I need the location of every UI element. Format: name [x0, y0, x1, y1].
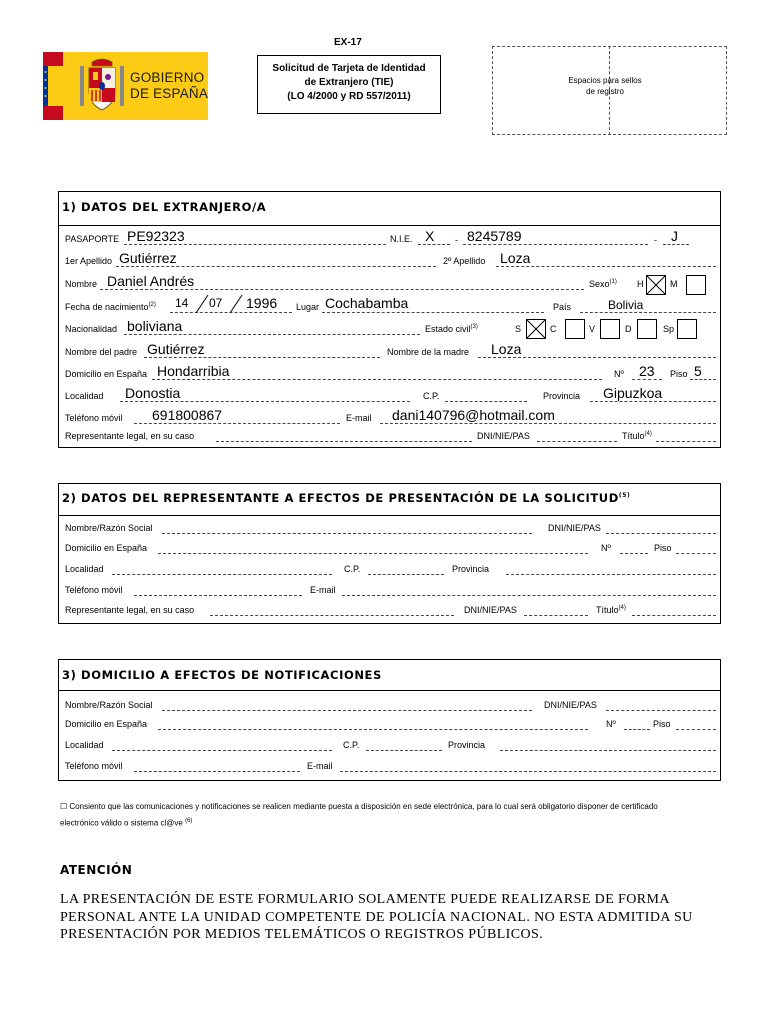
form-title-line1: Solicitud de Tarjeta de Identidad [272, 63, 426, 74]
surname1-line [116, 266, 436, 267]
nie-control-value[interactable]: J [671, 228, 678, 244]
mother-value[interactable]: Loza [491, 341, 522, 357]
form-title-box [257, 55, 441, 114]
rep-postal-code-label: C.P. [344, 564, 361, 574]
notif-number-line [624, 729, 650, 730]
rep-legal-title-line [632, 615, 716, 616]
rep-legal-title-text: Título [596, 605, 619, 615]
consent-line1 [60, 800, 710, 814]
rep-address-label: Domicilio en España [65, 543, 148, 553]
rep-legal-title-note: (4) [618, 605, 626, 611]
notif-floor-label: Piso [653, 719, 671, 729]
surname2-label: 2º Apellido [443, 256, 486, 266]
rep-phone-line [134, 595, 302, 596]
surname2-value[interactable]: Loza [500, 250, 531, 266]
father-value[interactable]: Gutiérrez [147, 341, 205, 357]
date-separator-1 [195, 294, 209, 314]
consent-line2 [60, 814, 710, 831]
postal-code-label: C.P. [423, 391, 440, 401]
spain-flag-icon [43, 52, 63, 120]
notif-city-line [112, 750, 332, 751]
country-value[interactable]: Bolivia [608, 298, 644, 312]
presentation-warning: LA PRESENTACIÓN DE ESTE FORMULARIO SOLAMENTE PUEDE REALIZARSE DE FORMA PERSONAL ANTE LA UNIDAD COMPETENTE DE POLICÍA NACIONAL. NO ESTA ADMITIDA SU PRESENTACIÓN POR MEDIOS TELEMÁTICOS O REGISTROS PÚBLICOS. [60, 892, 693, 942]
father-label: Nombre del padre [65, 347, 138, 357]
nie-control-line [663, 244, 689, 245]
form-title-line2: de Extranjero (TIE) [304, 77, 394, 88]
birthplace-label: Lugar [296, 302, 320, 312]
nationality-value[interactable]: boliviana [127, 318, 183, 334]
passport-line [124, 244, 386, 245]
section2-title-text: 2) DATOS DEL REPRESENTANTE A EFECTOS DE PRESENTACIÓN DE LA SOLICITUD [62, 491, 619, 505]
notif-dni-label: DNI/NIE/PAS [544, 700, 597, 710]
rep-dni-label: DNI/NIE/PAS [548, 523, 601, 533]
phone-label: Teléfono móvil [65, 413, 123, 423]
province-label: Provincia [543, 391, 581, 401]
section1-title: 1) DATOS DEL EXTRANJERO/A [62, 200, 267, 214]
legal-rep-line [216, 441, 472, 442]
government-name-line2: DE ESPAÑA [130, 86, 209, 101]
civil-sp-checkbox[interactable] [677, 319, 697, 339]
sex-label [589, 279, 617, 289]
nie-letter-line [418, 244, 450, 245]
postal-code-line [445, 401, 527, 402]
civil-status-label-note: (3) [470, 324, 478, 330]
sex-label-note: (1) [609, 279, 617, 285]
nie-number-value[interactable]: 8245789 [467, 228, 522, 244]
sex-m-label: M [670, 279, 678, 289]
notif-postal-code-line [366, 750, 442, 751]
stamp-label-line1: Espacios para sellos [568, 76, 642, 85]
notif-dni-line [606, 710, 716, 711]
rep-name-line [162, 533, 532, 534]
civil-status-label [425, 324, 478, 334]
notif-postal-code-label: C.P. [343, 740, 360, 750]
rep-legal-dni-label: DNI/NIE/PAS [464, 605, 517, 615]
form-title-line3: (LO 4/2000 y RD 557/2011) [287, 91, 411, 102]
notif-province-line [500, 750, 716, 751]
civil-c-checkbox[interactable] [565, 319, 585, 339]
email-label: E-mail [346, 413, 372, 423]
name-line [100, 289, 584, 290]
sex-h-label: H [637, 279, 644, 289]
stamp-label-line2: de registro [586, 87, 624, 96]
phone-value[interactable]: 691800867 [152, 407, 223, 423]
phone-line [134, 423, 340, 424]
notif-address-label: Domicilio en España [65, 719, 148, 729]
civil-sp-label: Sp [663, 324, 675, 334]
nie-dash: - [455, 235, 458, 245]
surname2-line [496, 266, 716, 267]
country-label: País [553, 302, 572, 312]
sex-label-text: Sexo [589, 279, 610, 289]
sex-h-checkbox[interactable] [646, 275, 666, 295]
rep-legal-title-label [596, 605, 626, 615]
notif-city-label: Localidad [65, 740, 104, 750]
mother-label: Nombre de la madre [387, 347, 470, 357]
notif-phone-label: Teléfono móvil [65, 761, 123, 771]
name-value[interactable]: Daniel Andrés [107, 273, 195, 289]
email-line [380, 423, 716, 424]
civil-c-label: C [550, 324, 557, 334]
number-label: Nº [614, 369, 624, 379]
legal-rep-title-label [622, 431, 652, 441]
civil-v-label: V [589, 324, 596, 334]
city-label: Localidad [65, 391, 104, 401]
civil-s-checkbox[interactable] [526, 319, 546, 339]
government-name-line1: GOBIERNO [130, 70, 205, 85]
legal-rep-title-line [656, 441, 716, 442]
rep-floor-line [676, 553, 716, 554]
rep-dni-line [606, 533, 716, 534]
nie-label: N.I.E. [390, 234, 413, 244]
rep-email-label: E-mail [310, 585, 336, 595]
rep-phone-label: Teléfono móvil [65, 585, 123, 595]
surname1-label: 1er Apellido [65, 256, 113, 266]
sex-m-checkbox[interactable] [686, 275, 706, 295]
rep-legal-dni-line [524, 615, 588, 616]
address-value[interactable]: Hondarribia [157, 363, 230, 379]
birth-year-value[interactable]: 1996 [246, 295, 278, 311]
father-line [144, 357, 380, 358]
nie-number-line [463, 244, 648, 245]
rep-name-label: Nombre/Razón Social [65, 523, 153, 533]
rep-address-line [158, 553, 588, 554]
notif-address-line [158, 729, 588, 730]
consent-text-line2: electrónico válido o sistema cl@ve [60, 818, 183, 828]
legal-rep-dni-label: DNI/NIE/PAS [477, 431, 530, 441]
rep-city-line [112, 574, 332, 575]
coat-of-arms-icon [78, 56, 126, 116]
city-line [120, 401, 410, 402]
birthdate-label-text: Fecha de nacimiento [65, 302, 149, 312]
rep-number-label: Nº [601, 543, 611, 553]
notif-name-label: Nombre/Razón Social [65, 700, 153, 710]
passport-value[interactable]: PE92323 [127, 228, 185, 244]
civil-d-checkbox[interactable] [637, 319, 657, 339]
consent-checkbox[interactable]: ☐ [60, 802, 68, 811]
birthdate-label [65, 302, 156, 312]
notif-email-label: E-mail [307, 761, 333, 771]
floor-value[interactable]: 5 [694, 363, 702, 379]
rep-number-line [620, 553, 648, 554]
province-line [590, 401, 716, 402]
legal-rep-title-text: Título [622, 431, 645, 441]
floor-label: Piso [670, 369, 688, 379]
civil-s-label: S [515, 324, 522, 334]
birth-day-value[interactable]: 14 [175, 296, 189, 310]
date-separator-2 [229, 294, 243, 314]
rep-email-line [342, 595, 716, 596]
rep-legal-line [210, 615, 454, 616]
number-line [632, 379, 662, 380]
rep-floor-label: Piso [654, 543, 672, 553]
section2-title-note: (5) [618, 492, 631, 500]
section2-title [62, 491, 630, 505]
name-label: Nombre [65, 279, 98, 289]
legal-rep-dni-line [537, 441, 617, 442]
mother-line [478, 357, 716, 358]
province-value[interactable]: Gipuzkoa [603, 385, 663, 401]
consent-note: (6) [185, 818, 193, 824]
number-value[interactable]: 23 [639, 363, 655, 379]
birth-month-value[interactable]: 07 [209, 296, 223, 310]
email-value[interactable]: dani140796@hotmail.com [392, 407, 555, 423]
nie-letter-value[interactable]: X [425, 228, 435, 244]
attention-heading: ATENCIÓN [60, 863, 133, 877]
passport-label: PASAPORTE [65, 234, 120, 244]
section3-title: 3) DOMICILIO A EFECTOS DE NOTIFICACIONES [62, 668, 382, 682]
form-code: EX-17 [334, 37, 362, 48]
notif-phone-line [134, 771, 300, 772]
nie-dash2: - [654, 235, 657, 245]
floor-line [690, 379, 716, 380]
consent-text-line1: Consiento que las comunicaciones y notificaciones se realicen mediante puesta a disposición en sede electrónica, para lo cual será obligatorio disponer de certificado [69, 802, 658, 811]
notif-floor-line [676, 729, 716, 730]
civil-status-label-text: Estado civil [425, 324, 471, 334]
civil-d-label: D [625, 324, 632, 334]
notif-name-line [162, 710, 532, 711]
address-line [152, 379, 602, 380]
civil-v-checkbox[interactable] [600, 319, 620, 339]
surname1-value[interactable]: Gutiérrez [119, 250, 177, 266]
rep-postal-code-line [368, 574, 444, 575]
electronic-notification-consent [60, 800, 710, 831]
city-value[interactable]: Donostia [125, 385, 181, 401]
birthplace-line [322, 312, 544, 313]
nationality-line [124, 334, 420, 335]
notif-province-label: Provincia [448, 740, 486, 750]
notif-email-line [340, 771, 716, 772]
rep-province-label: Provincia [452, 564, 490, 574]
birthdate-label-note: (2) [148, 302, 156, 308]
rep-city-label: Localidad [65, 564, 104, 574]
rep-province-line [506, 574, 716, 575]
birthplace-value[interactable]: Cochabamba [325, 295, 409, 311]
legal-rep-label: Representante legal, en su caso [65, 431, 195, 441]
notif-number-label: Nº [606, 719, 616, 729]
country-line [580, 312, 716, 313]
legal-rep-title-note: (4) [644, 431, 652, 437]
rep-legal-label: Representante legal, en su caso [65, 605, 195, 615]
stamp-label [530, 75, 680, 97]
nationality-label: Nacionalidad [65, 324, 118, 334]
address-label: Domicilio en España [65, 369, 148, 379]
